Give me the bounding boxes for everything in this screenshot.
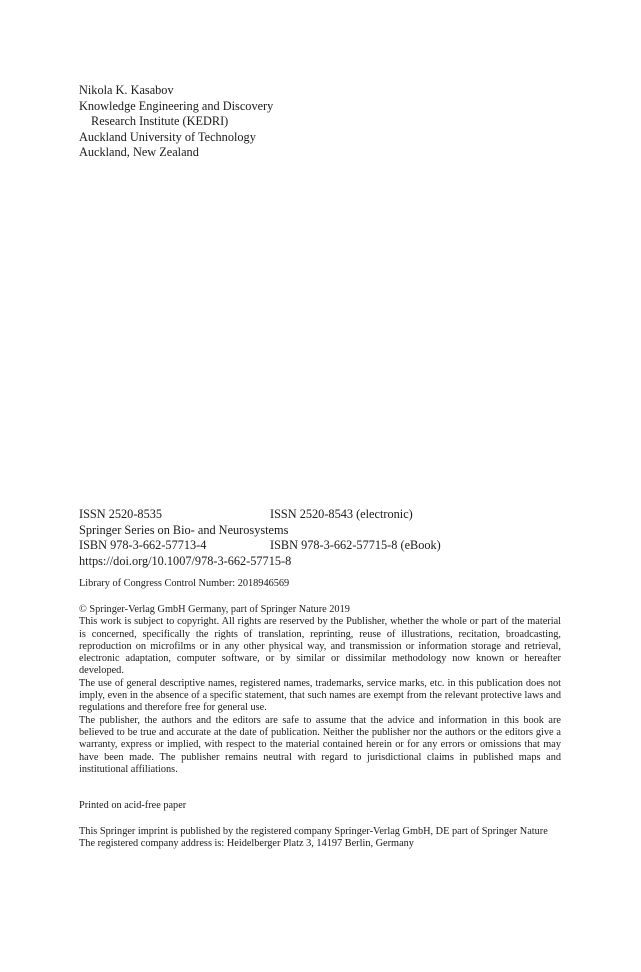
affiliation-line: Auckland, New Zealand [79,145,199,160]
copyright-paragraph: This work is subject to copyright. All rights are reserved by the Publisher, whether the whole or part of the material is concerned, specifically the rights of translation, reprinting, reuse of illustrations, recitation, broadcasting, reproduction on microfilms or in any other physical way, and transmission or information storage and retrieval, electronic adaptation, computer software, or by similar or dissimilar methodology now known or hereafter developed. [79,616,561,677]
affiliation-line: Knowledge Engineering and Discovery [79,98,274,113]
isbn-row [79,538,569,554]
disclaimer-paragraph: The publisher, the authors and the editors are safe to assume that the advice and information in this book are believed to be true and accurate at the date of publication. Neither the publisher nor the authors or the editors give a warranty, express or implied, with respect to the material contained herein or for any errors or omissions that may have been made. The publisher remains neutral with regard to jurisdictional claims in published maps and institutional affiliations. [79,714,561,775]
isbn-print: ISBN 978-3-662-57713-4 [79,538,207,553]
isbn-ebook: ISBN 978-3-662-57715-8 (eBook) [270,538,441,553]
author-name: Nikola K. Kasabov [79,83,174,97]
copyright-notice [79,604,561,776]
issn-row [79,507,569,523]
issn-electronic: ISSN 2520-8543 (electronic) [270,507,413,521]
copyright-holder: © Springer-Verlag GmbH Germany, part of Springer Nature 2019 [79,604,350,615]
doi-link: https://doi.org/10.1007/978-3-662-57715-8 [79,553,292,568]
affiliation-line: Research Institute (KEDRI) [91,114,229,129]
lccn-line: Library of Congress Control Number: 2018946569 [79,578,290,589]
book-identifiers [79,507,569,569]
imprint-info [79,826,561,851]
trademark-paragraph: The use of general descriptive names, registered names, trademarks, service marks, etc. in this publication does not imply, even in the absence of a specific statement, that such names are exempt from the relevant protective laws and regulations and therefore free for general use. [79,677,561,714]
printed-note: Printed on acid-free paper [79,800,187,811]
company-address: The registered company address is: Heidelberger Platz 3, 14197 Berlin, Germany [79,838,414,850]
author-affiliation [79,83,273,161]
series-title: Springer Series on Bio- and Neurosystems [79,522,289,537]
issn-print: ISSN 2520-8535 [79,507,163,521]
affiliation-line: Auckland University of Technology [79,129,256,144]
imprint-line: This Springer imprint is published by the registered company Springer-Verlag GmbH, DE part of Springer Nature [79,826,548,837]
